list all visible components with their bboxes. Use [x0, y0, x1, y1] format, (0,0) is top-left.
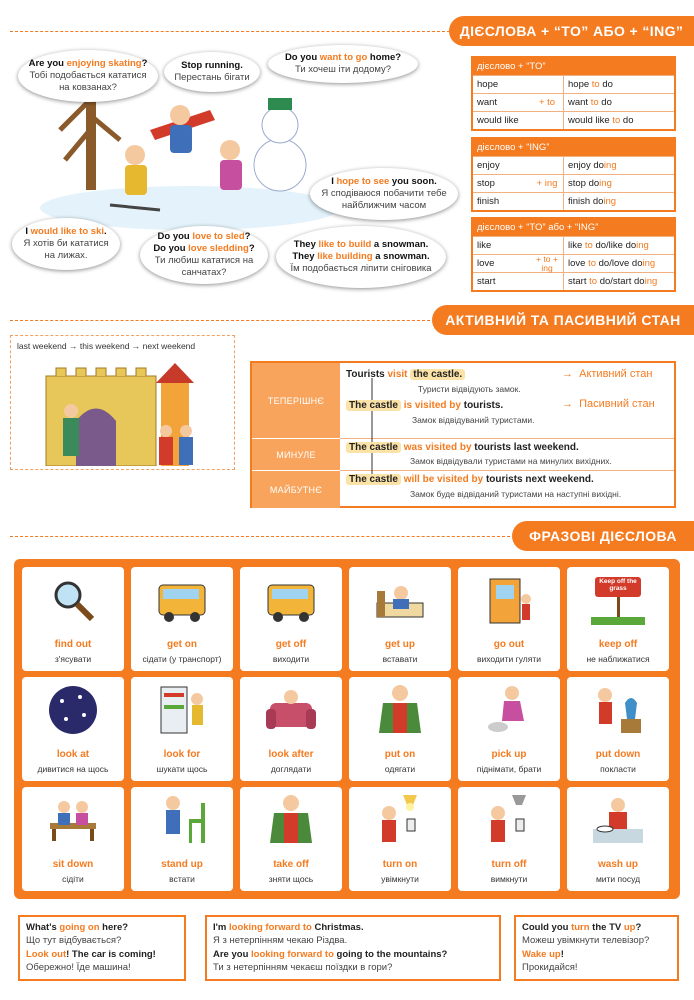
bubble-text-ua: Я сподіваюся побачити тебе найближчим часом	[321, 188, 447, 211]
table-row	[473, 236, 674, 254]
table-cell: like	[477, 240, 492, 251]
bubble-text-ua: Я хотів би кататися на лижах.	[23, 238, 109, 261]
bubble-text-ua: Тобі подобається кататися на ковзанах?	[29, 70, 147, 93]
phrasal-verb-card	[567, 567, 669, 671]
bubble-text-ua: Перестань бігати	[174, 72, 250, 83]
voice-table	[250, 361, 676, 508]
castle-illustration	[41, 361, 211, 466]
phrasal-verb-ua: виходити гуляти	[476, 654, 542, 664]
example-translation: Прокидайся!	[522, 961, 578, 973]
table-cell: start to do/start do ing	[563, 273, 674, 290]
phrasal-verb-card	[131, 677, 233, 781]
table-operator: + to + ing	[536, 254, 558, 273]
phrasal-verb-ua: з'ясувати	[54, 654, 92, 664]
phrasal-verb-ua: зняти щось	[268, 874, 314, 884]
vase-icon	[591, 683, 645, 737]
stars-icon	[46, 683, 100, 737]
table-header: дієслово + “TO” або + “ING”	[473, 219, 674, 236]
tense-label-present: ТЕПЕРІШНЄ	[252, 363, 340, 438]
sentence-translation: Туристи відвідують замок.	[418, 384, 521, 394]
table-row	[473, 111, 674, 129]
phrasal-verb-ua: мити посуд	[595, 874, 641, 884]
phrasal-verb-ua: не наближатися	[586, 654, 650, 664]
phrasal-verb-en: look after	[268, 749, 314, 760]
phrasal-verb-card	[22, 567, 124, 671]
phrasal-verb-en: wash up	[597, 859, 638, 870]
table-cell: enjoy do ing	[563, 157, 674, 174]
table-row	[473, 156, 674, 174]
phrasal-verb-en: turn on	[382, 859, 418, 870]
bubble-text-en: They like to build a snowman. They like building a snowman.	[292, 239, 430, 263]
phrasal-verb-ua: доглядати	[270, 764, 312, 774]
dishes-icon	[591, 793, 645, 847]
table-row	[473, 174, 674, 192]
phrasal-verb-en: turn off	[491, 859, 527, 870]
phrasal-verb-card	[349, 567, 451, 671]
phrasal-verb-card	[458, 677, 560, 781]
bubble-text-en: Are you enjoying skating?	[28, 58, 148, 70]
bubble-text-en: Stop running.	[181, 60, 243, 72]
example-translation: Обережно! Їде машина!	[26, 961, 131, 973]
sentence-passive-future: The castle will be visited by tourists next weekend.	[346, 474, 594, 485]
bubble-text-ua: Ти хочеш іти додому?	[294, 64, 392, 75]
phrasal-verb-card	[349, 677, 451, 781]
table-cell: finish	[477, 196, 500, 207]
example-line: I'm looking forward to Christmas.	[213, 922, 364, 933]
table-cell: would like	[477, 115, 519, 126]
door-icon	[482, 573, 536, 627]
table-row	[473, 93, 674, 111]
phrasal-verb-en: stand up	[161, 859, 203, 870]
verb-table-ing	[471, 137, 676, 212]
table-operator: + to	[538, 97, 556, 108]
verb-table-to-ing	[471, 217, 676, 292]
phrasal-verb-en: take off	[273, 859, 309, 870]
table-cell: hope to do	[563, 76, 674, 93]
example-translation: Ти з нетерпінням чекаєш поїздки в гори?	[213, 961, 393, 973]
castle-panel	[10, 335, 235, 470]
active-voice-label: → Активний стан	[562, 368, 653, 380]
example-box	[514, 915, 679, 981]
phrasal-verb-ua: увімкнути	[381, 874, 419, 884]
phrasal-verb-ua: сідіти	[62, 874, 84, 884]
table-cell: stop do ing	[563, 175, 674, 192]
section-divider	[10, 31, 450, 32]
phrasal-verbs-grid	[14, 559, 680, 899]
table-operator: + ing	[536, 178, 558, 189]
bubble-text-ua: Їм подобається ліпити сніговика	[290, 262, 432, 274]
bubble-text-en: Do you want to go home?	[284, 52, 402, 64]
phrasal-verb-ua: дивитися на щось	[37, 764, 109, 774]
bus-icon	[155, 573, 209, 627]
table-cell: start	[477, 276, 496, 287]
chair-icon	[155, 793, 209, 847]
weekend-timeline: last weekend → this weekend → next weekend	[17, 341, 196, 351]
snowman-icon	[254, 139, 306, 191]
bubble-text-en: I would like to ski.	[25, 226, 107, 238]
bed-icon	[373, 573, 427, 627]
phrasal-verb-ua: покласти	[600, 764, 636, 774]
phrasal-verb-ua: виходити	[272, 654, 310, 664]
speech-bubble	[18, 50, 158, 102]
transform-arrow	[367, 378, 377, 488]
example-box	[18, 915, 186, 981]
magnifier-icon	[46, 573, 100, 627]
table-cell: love	[477, 258, 495, 269]
phrasal-verb-card	[131, 787, 233, 891]
phrasal-verb-en: get up	[385, 639, 415, 650]
section-title-verbs: ДІЄСЛОВА + “TO” АБО + “ING”	[449, 16, 694, 46]
example-line: Wake up!	[522, 948, 564, 960]
table-cell: hope	[477, 79, 499, 90]
section-title-phrasal: ФРАЗОВІ ДІЄСЛОВА	[512, 521, 694, 551]
table-row	[473, 254, 674, 272]
sentence-translation: Замок відвідували туристами на минулих вихідних.	[410, 456, 612, 466]
phrasal-verb-card	[458, 787, 560, 891]
phrasal-verb-en: put down	[595, 749, 641, 760]
phrasal-verb-en: look at	[56, 749, 90, 760]
table-cell: want to do	[563, 94, 674, 111]
table-cell: would like to do	[563, 112, 674, 129]
phrasal-verb-en: pick up	[491, 749, 527, 760]
table-cell: want	[477, 97, 498, 108]
phrasal-verb-card	[131, 567, 233, 671]
example-translation: Я з нетерпінням чекаю Різдва.	[213, 935, 348, 947]
phrasal-verb-card	[567, 787, 669, 891]
example-line: What's going on here?	[26, 922, 129, 933]
phrasal-verb-ua: шукати щось	[156, 764, 208, 774]
example-line: Could you turn the TV up?	[522, 922, 642, 933]
phrasal-verb-en: get off	[275, 639, 307, 650]
phrasal-verb-en: look for	[163, 749, 201, 760]
phrasal-verb-card	[349, 787, 451, 891]
phrasal-verb-card	[22, 677, 124, 781]
phrasal-verb-en: get on	[167, 639, 197, 650]
bubble-text-en: Do you love to sled? Do you love sledding?	[153, 231, 255, 255]
tense-label-future: МАЙБУТНЄ	[252, 470, 340, 508]
passive-voice-label: → Пасивний стан	[562, 398, 655, 410]
table-cell: stop	[477, 178, 495, 189]
speech-bubble	[164, 52, 260, 92]
phrasal-verb-ua: вимкнути	[490, 874, 528, 884]
example-line: Are you looking forward to going to the mountains?	[213, 948, 448, 960]
example-translation: Що тут відбувається?	[26, 935, 122, 947]
jacket-icon	[373, 683, 427, 737]
sentence-passive-present: The castle is visited by tourists.	[346, 400, 503, 411]
lamp-off-icon	[482, 793, 536, 847]
verb-table-to	[471, 56, 676, 131]
table-header: дієслово + “TO”	[473, 58, 674, 75]
phrasal-verb-en: go out	[493, 639, 525, 650]
sentence-passive-past: The castle was visited by tourists last weekend.	[346, 442, 579, 453]
lamp-on-icon	[373, 793, 427, 847]
table-cell: love to do/love do ing	[563, 255, 674, 272]
phrasal-verb-ua: піднімати, брати	[476, 764, 542, 774]
phrasal-verb-card	[22, 787, 124, 891]
phrasal-verb-en: put on	[384, 749, 416, 760]
phrasal-verb-card	[240, 567, 342, 671]
sign-text: Keep off the grass	[599, 578, 637, 592]
phrasal-verb-en: keep off	[598, 639, 638, 650]
speech-bubble	[12, 218, 120, 270]
tense-label-past: МИНУЛЕ	[252, 438, 340, 470]
hand-icon	[482, 683, 536, 737]
speech-bubble	[268, 45, 418, 83]
phrasal-verb-ua: одягати	[384, 764, 416, 774]
table-row	[473, 192, 674, 210]
phrasal-verb-card	[240, 787, 342, 891]
bubble-text-en: I hope to see you soon.	[331, 176, 437, 188]
table-cell: enjoy	[477, 160, 500, 171]
bubble-text-ua: Ти любиш кататися на санчатах?	[154, 255, 254, 278]
phrasal-verb-ua: встати	[169, 874, 195, 884]
table-cell: like to do/like do ing	[563, 237, 674, 254]
jacket-icon	[264, 793, 318, 847]
table-row	[473, 272, 674, 290]
phrasal-verb-en: sit down	[52, 859, 94, 870]
table-cell: finish do ing	[563, 193, 674, 210]
fridge-icon	[155, 683, 209, 737]
example-line: Look out! The car is coming!	[26, 948, 156, 960]
example-translation: Можеш увімкнути телевізор?	[522, 935, 650, 947]
section-divider	[10, 320, 430, 321]
section-divider	[10, 536, 510, 537]
table-header: дієслово + “ING”	[473, 139, 674, 156]
speech-bubble	[310, 168, 458, 220]
phrasal-verb-en: find out	[54, 639, 92, 650]
example-box	[205, 915, 501, 981]
phrasal-verb-card	[567, 677, 669, 781]
sentence-active-present: Tourists visit the castle.	[346, 369, 465, 380]
table-row	[473, 75, 674, 93]
phrasal-verb-card	[240, 677, 342, 781]
speech-bubble	[140, 226, 268, 284]
speech-bubble	[276, 226, 446, 288]
sentence-translation: Замок буде відвіданий туристами на наступні вихідні.	[410, 489, 622, 499]
phrasal-verb-ua: сідати (у транспорт)	[142, 654, 222, 664]
phrasal-verb-card	[458, 567, 560, 671]
sentence-translation: Замок відвідуваний туристами.	[412, 415, 535, 425]
sign-icon	[591, 573, 645, 627]
armchair-icon	[264, 683, 318, 737]
bench-icon	[46, 793, 100, 847]
phrasal-verb-ua: вставати	[382, 654, 418, 664]
section-title-voice: АКТИВНИЙ ТА ПАСИВНИЙ СТАН	[432, 305, 694, 335]
bus-icon	[264, 573, 318, 627]
